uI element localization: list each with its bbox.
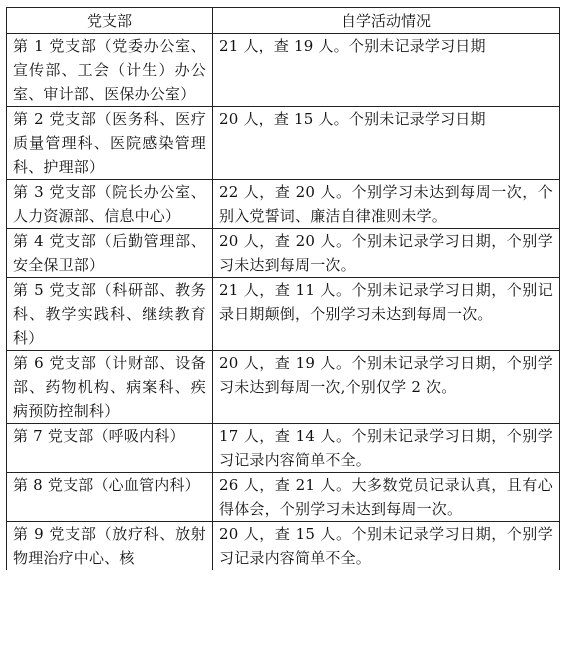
table-row — [7, 180, 560, 229]
branch-cell: 第 2 党支部（医务科、医疗质量管理科、医院感染管理科、护理部） — [7, 107, 213, 180]
table-header-row — [7, 8, 560, 34]
status-cell: 21 人，查 19 人。个别未记录学习日期 — [213, 34, 560, 107]
branch-cell: 第 4 党支部（后勤管理部、安全保卫部） — [7, 229, 213, 278]
status-cell: 26 人，查 21 人。大多数党员记录认真，且有心得体会，个别学习未达到每周一次。 — [213, 473, 560, 522]
table-row — [7, 473, 560, 522]
table-row — [7, 522, 560, 571]
status-cell: 20 人，查 15 人。个别未记录学习日期 — [213, 107, 560, 180]
status-cell: 20 人，查 20 人。个别未记录学习日期，个别学习未达到每周一次。 — [213, 229, 560, 278]
status-cell: 20 人，查 15 人。个别未记录学习日期，个别学习记录内容简单不全。 — [213, 522, 560, 571]
status-cell: 21 人，查 11 人。个别未记录学习日期，个别记录日期颠倒，个别学习未达到每周一次。 — [213, 278, 560, 351]
status-cell: 17 人，查 14 人。个别未记录学习日期，个别学习记录内容简单不全。 — [213, 424, 560, 473]
branch-study-table — [6, 7, 560, 570]
branch-cell: 第 3 党支部（院长办公室、人力资源部、信息中心） — [7, 180, 213, 229]
column-header-study-status: 自学活动情况 — [213, 8, 560, 34]
branch-cell: 第 1 党支部（党委办公室、宣传部、工会（计生）办公室、审计部、医保办公室） — [7, 34, 213, 107]
branch-cell: 第 5 党支部（科研部、教务科、教学实践科、继续教育科） — [7, 278, 213, 351]
table-row — [7, 351, 560, 424]
table-row — [7, 278, 560, 351]
branch-cell: 第 6 党支部（计财部、设备部、药物机构、病案科、疾病预防控制科） — [7, 351, 213, 424]
table-row — [7, 424, 560, 473]
branch-cell: 第 7 党支部（呼吸内科） — [7, 424, 213, 473]
branch-cell: 第 9 党支部（放疗科、放射物理治疗中心、核 — [7, 522, 213, 571]
status-cell: 20 人，查 19 人。个别未记录学习日期，个别学习未达到每周一次,个别仅学 2 次。 — [213, 351, 560, 424]
table-row — [7, 229, 560, 278]
branch-cell: 第 8 党支部（心血管内科） — [7, 473, 213, 522]
table-row — [7, 34, 560, 107]
status-cell: 22 人，查 20 人。个别学习未达到每周一次，个别入党誓词、廉洁自律准则未学。 — [213, 180, 560, 229]
column-header-branch: 党支部 — [7, 8, 213, 34]
table-row — [7, 107, 560, 180]
